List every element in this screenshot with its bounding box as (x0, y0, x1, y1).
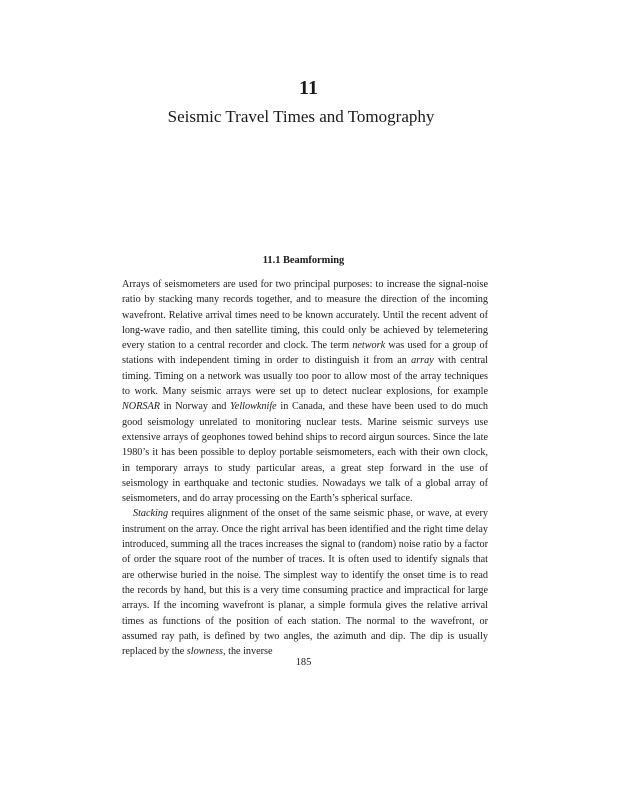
chapter-number: 11 (299, 77, 318, 99)
term-stacking: Stacking (133, 508, 169, 520)
term-network: network (352, 340, 386, 352)
paragraph-text: Arrays of seismometers are used for two principal purposes: to increase the signal-noise ratio by stacking many records together, and to measure the direction of the incoming wavefront. Relative arrival times need to be known accurately. Until the recent advent of long-wave radio, and then satellite timing, this could only be achieved by telemetering every station to a central recorder and clock. The term (122, 279, 488, 352)
term-yellowknife: Yellowknife (230, 401, 277, 413)
paragraph-text: in Norway and (159, 401, 231, 413)
paragraph-arrays (122, 277, 488, 506)
term-norsar: NORSAR (122, 401, 160, 413)
paragraph-stacking (122, 506, 488, 659)
paragraph-text: requires alignment of the onset of the same seismic phase, or wave, at every instrument on the array. Once the right arrival has been identified and the right time delay introduced, summing all the traces increases the signal to (random) noise ratio by a factor of order the square root of the number of traces. It is often used to identify signals that are otherwise buried in the noise. The simplest way to identify the onset time is to read the records by hand, but this is a very time consuming practice and impractical for large arrays. If the incoming wavefront is planar, a simple formula gives the relative arrival times as functions of the position of each station. The normal to the wavefront, or assumed ray path, is defined by two angles, the azimuth and dip. The dip is usually replaced by the (122, 508, 488, 658)
term-array: array (411, 355, 434, 367)
paragraph-text: , the inverse (223, 646, 273, 658)
chapter-title: Seismic Travel Times and Tomography (167, 107, 435, 126)
body-text (122, 277, 488, 659)
paragraph-text: with central timing. Timing on a network was usually too poor to allow most of the array techniques to work. Many seismic arrays were set up to detect nuclear explosions, for example (122, 355, 488, 398)
section-heading: 11.1 Beamforming (262, 255, 345, 266)
term-slowness: slowness (186, 646, 224, 658)
page-number: 185 (295, 657, 312, 668)
paragraph-text: in Canada, and these have been used to do much good seismology unrelated to monitoring nuclear tests. Marine seismic surveys use extensive arrays of geophones towed behind ships to record airgun sources. Since the late 1980’s it has been possible to deploy portable seismometers, each with their own clock, in temporary arrays to study particular areas, a great step forward in the use of seismology in earthquake and tectonic studies. Nowadays we talk of a global array of seismometers, and do array processing on the Earth’s spherical surface. (122, 401, 488, 505)
paragraph-text: was used for a group of stations with independent timing in order to distinguish it from an (122, 340, 488, 367)
